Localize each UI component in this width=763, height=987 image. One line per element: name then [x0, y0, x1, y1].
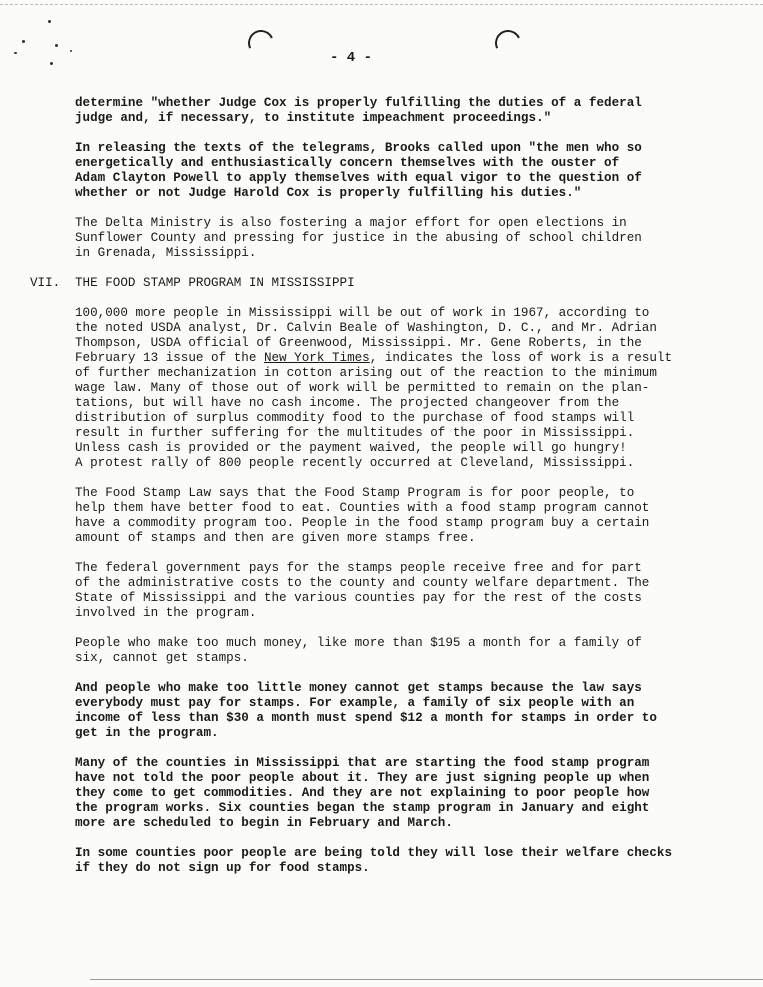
- paragraph: The Food Stamp Law says that the Food Stamp Program is for poor people, to help them have better food to eat. Counties with a food stamp program cannot have a commodity program too. People in the food stamp program buy a certain amount of stamps and then are given more stamps free.: [75, 486, 650, 545]
- paragraph: And people who make too little money cannot get stamps because the law says everybody must pay for stamps. For example, a family of six people with an income of less than $30 a month must spend $12 a month for stamps in order to get in the program.: [75, 681, 657, 740]
- paragraph: In some counties poor people are being told they will lose their welfare checks if they do not sign up for food stamps.: [75, 846, 673, 875]
- paragraph-text: 100,000 more people in Mississippi will be out of work in 1967, according to the noted USDA analyst, Dr. Calvin Beale of Washington, D. C., and Mr. Adrian Thompson, USDA official of Greenwood, Mississippi. Mr. Gene Roberts, in the February 13 issue of the: [75, 306, 657, 365]
- speck-icon: [48, 20, 51, 23]
- section-title: THE FOOD STAMP PROGRAM IN MISSISSIPPI: [75, 276, 355, 290]
- newspaper-title: New York Times: [263, 351, 370, 365]
- paragraph: In releasing the texts of the telegrams, Brooks called upon "the men who so energetically and enthusiastically concern themselves with the ouster of Adam Clayton Powell to apply themselves with equal vigor to the question of whether or not Judge Harold Cox is properly fulfilling his duties.": [75, 141, 642, 200]
- speck-icon: [14, 52, 17, 54]
- speck-icon: [22, 40, 25, 43]
- paragraph: [75, 306, 675, 471]
- top-perforation: [0, 4, 763, 5]
- speck-icon: [70, 50, 72, 52]
- binder-hole-left-icon: [244, 26, 277, 59]
- section-heading: [30, 276, 675, 291]
- paragraph: The Delta Ministry is also fostering a major effort for open elections in Sunflower County and pressing for justice in the abusing of school children in Grenada, Mississippi.: [75, 216, 642, 260]
- bottom-rule: [90, 979, 763, 980]
- binder-hole-right-icon: [491, 26, 524, 59]
- section-number: VII.: [30, 276, 61, 290]
- page-number: - 4 -: [330, 50, 373, 66]
- speck-icon: [55, 44, 58, 47]
- paragraph: People who make too much money, like more than $195 a month for a family of six, cannot get stamps.: [75, 636, 642, 665]
- paragraph: The federal government pays for the stamps people receive free and for part of the administrative costs to the county and county welfare department. The State of Mississippi and the various counties pay for the rest of the costs involved in the program.: [75, 561, 650, 620]
- paragraph: determine "whether Judge Cox is properly fulfilling the duties of a federal judge and, if necessary, to institute impeachment proceedings.": [75, 96, 642, 125]
- speck-icon: [50, 62, 53, 65]
- paragraph-text: , indicates the loss of work is a result of further mechanization in cotton arising out of the reaction to the minimum wage law. Many of those out of work will be permitted to remain on the plan- tations, but will have no cash income. The projected changeover from the distribution of surplus commodity food to the purchase of food stamps will result in further suffering for the multitudes of the poor in Mississippi. Unless cash is provided or the payment waived, the people will go hungry! A protest rally of 800 people recently occurred at Cleveland, Mississippi.: [75, 351, 673, 470]
- paragraph: Many of the counties in Mississippi that are starting the food stamp program have not told the poor people about it. They are just signing people up when they come to get commodities. And they are not explaining to poor people how the program works. Six counties began the stamp program in January and eight more are scheduled to begin in February and March.: [75, 756, 650, 830]
- document-body: [30, 96, 675, 891]
